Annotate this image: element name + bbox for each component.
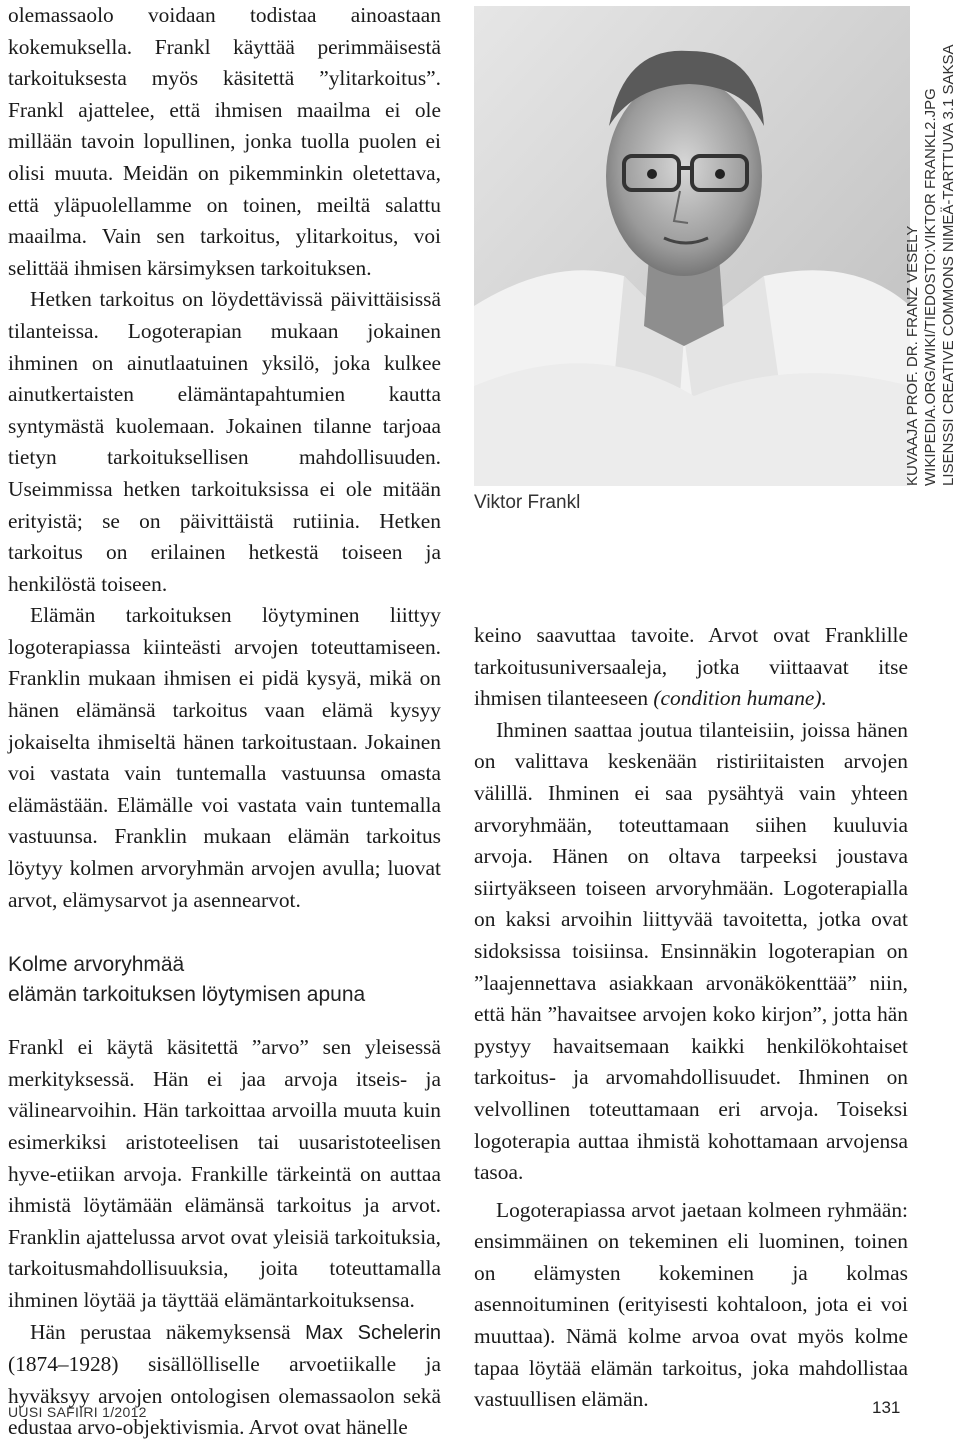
photo-credit-license: LISENSSI CREATIVE COMMONS NIMEÄ-TARTTUVA 3.1 SAKSA — [940, 44, 957, 486]
italic-term: (condition humane). — [653, 686, 827, 711]
paragraph-text: keino saavuttaa tavoite. Arvot ovat Franklille tarkoitusuniversaaleja, jotka viittaavat itse ihmisen tilanteeseen — [474, 623, 908, 711]
portrait-photo — [474, 6, 910, 486]
photo-credit-source: WIKIPEDIA.ORG/WIKI/TIEDOSTO:VIKTOR FRANKL2.JPG — [922, 88, 939, 486]
photo-caption: Viktor Frankl — [474, 492, 581, 513]
page-number: 131 — [872, 1398, 901, 1417]
paragraph — [8, 1317, 441, 1444]
left-column — [8, 0, 441, 1444]
section-heading-line2: elämän tarkoituksen löytymisen apuna — [8, 983, 366, 1007]
right-column — [474, 620, 908, 1416]
section-heading-line1: Kolme arvoryhmää — [8, 953, 185, 977]
paragraph: Ihminen saattaa joutua tilanteisiin, joissa hänen on valittava keskenään ristiriitaisten arvojen välillä. Ihminen ei saa pysähtyä vain yhteen arvoryhmään, toteuttamaan siihen kuuluvia arvoja. Hänen on oltava tarpeeksi joustava siirtyäkseen toiseen arvoryhmään. Logoterapialla on kaksi arvoihin liittyvää tavoitetta, jotka ovat sidoksissa toisiinsa. Ensinnäkin logoterapian on ”laajennettava asiakkaan arvonäkökenttää” niin, että hän ”havaitsee arvojen koko kirjon”, jotta hän pystyy havaitsemaan kaikki henkilökohtaiset tarkoitus- ja arvomahdollisuudet. Ihminen on velvollinen toteuttamaan eri arvoja. Toiseksi logoterapia auttaa ihmistä kohottamaan arvojensa tasoa. — [474, 717, 908, 1185]
paragraph — [474, 620, 908, 715]
photo-credit — [904, 6, 960, 486]
paragraph: Hetken tarkoitus on löydettävissä päivittäisissä tilanteissa. Logoterapian mukaan jokainen ihminen on ainutlaatuinen yksilö, joka kulkee ainutkertaisten elämäntapahtumien kautta syntymästä kuolemaan. Jokainen tilanne tarjoaa tietyn tarkoituksellisen mahdollisuuden. Useimmissa hetken tarkoituksissa ei ole mitään erityistä; se on päivittäistä rutiinia. Hetken tarkoitus on erilainen hetkestä toiseen ja henkilöstä toiseen. — [8, 287, 441, 596]
portrait-illustration — [474, 6, 910, 486]
paragraph-text: (1874–1928) sisällölliselle arvoetiikalle ja hyväksyy arvojen ontologisen olemassaolon sekä edustaa arvo-objektivismia. Arvot ovat hänelle — [8, 1352, 441, 1440]
paragraph-text: Hän perustaa näkemyksensä — [30, 1319, 306, 1344]
paragraph: Frankl ei käytä käsitettä ”arvo” sen yleisessä merkityksessä. Hän ei jaa arvoja itseis- ja välinearvoihin. Hän tarkoittaa arvoilla muuta kuin esimerkiksi aristoteelisen tai uusaristoteelisen hyve-etiikan arvoja. Frankille tärkeintä on auttaa ihmistä löytämään elämänsä tarkoitus ja arvot. Franklin ajattelussa arvot ovat yleisiä tarkoituksia, tarkoitusmahdollisuuksia, joita toteuttamalla ihminen löytää ja täyttää elämäntarkoituksensa. — [8, 1035, 441, 1312]
publication-footer: UUSI SAFIIRI 1/2012 — [8, 1404, 147, 1420]
photo-credit-photographer: KUVAAJA PROF. DR. FRANZ VESELY — [904, 225, 921, 486]
section-heading — [8, 950, 441, 1010]
author-name: Max Schelerin — [305, 1321, 442, 1344]
paragraph: Logoterapiassa arvot jaetaan kolmeen ryhmään: ensimmäinen on tekeminen eli luominen, toinen on elämysten kokeminen ja kolmas asennoituminen (erityisesti kohtaloon, jota ei voi muuttaa). Nämä kolme arvoa ovat myös kolme tapaa löytää elämän tarkoitus, joka mahdollistaa vastuullisen elämän. — [474, 1197, 908, 1412]
paragraph: olemassaolo voidaan todistaa ainoastaan kokemuksella. Frankl käyttää perimmäisestä tarkoituksesta myös käsitettä ”ylitarkoitus”. Frankl ajattelee, että ihmisen maailma ei ole millään tavoin lopullinen, jonka tuolla puolen ei olisi muuta. Meidän on pikemminkin oletettava, että yläpuolellamme on toinen, meiltä salattu maailma. Vain sen tarkoitus, ylitarkoitus, voi selittää ihmisen kärsimyksen tarkoituksen. — [8, 3, 441, 280]
paragraph: Elämän tarkoituksen löytyminen liittyy logoterapiassa kiinteästi arvojen toteuttamiseen. Franklin mukaan ihmisen ei pidä kysyä, mikä on hänen elämänsä tarkoitus vaan elämä kysyy jokaiselta ihmiseltä hänen tarkoitustaan. Jokainen voi vastata vain tuntemalla vastuunsa omasta elämästään. Elämälle voi vastata vain tuntemalla vastuunsa. Franklin mukaan elämän tarkoitus löytyy kolmen arvoryhmän arvojen avulla; luovat arvot, elämysarvot ja asennearvot. — [8, 603, 441, 912]
